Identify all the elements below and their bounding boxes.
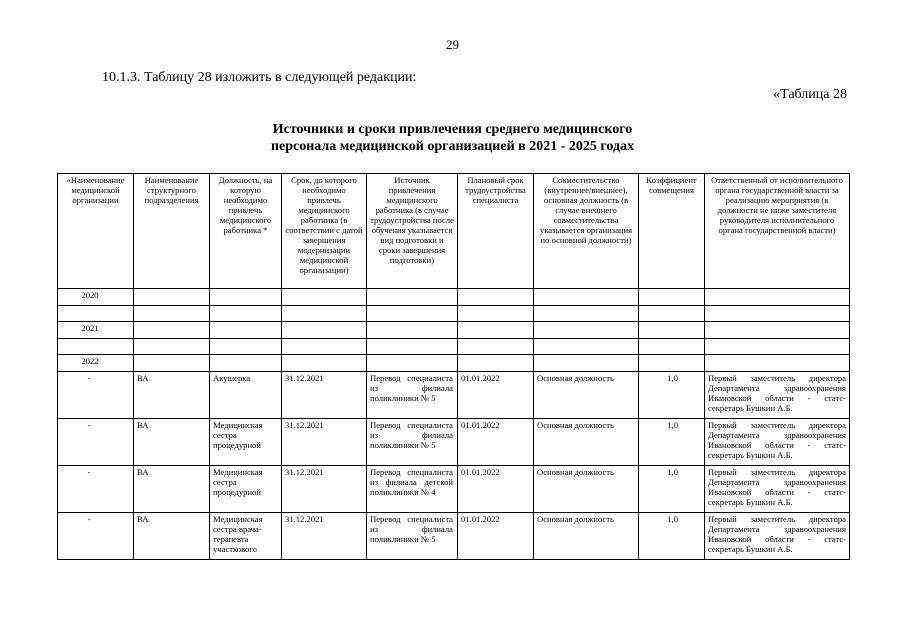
year-cell: 2020 <box>58 289 134 306</box>
source-cell: Перевод специалиста из филиала детской поликлиники № 4 <box>367 466 458 513</box>
sources-table <box>57 173 850 560</box>
position-cell: Медицинская сестра процедурной <box>210 419 282 466</box>
combination-cell: Основная должность <box>534 372 639 419</box>
header-cell: Плановый срок трудоустройства специалиста <box>458 174 534 289</box>
header-cell: «Наименование медицинской организации <box>58 174 134 289</box>
source-cell: Перевод специалиста из филиала поликлиники № 5 <box>367 419 458 466</box>
table-title-line-1: Источники и сроки привлечения среднего медицинского <box>272 122 633 137</box>
position-cell: Медицинская сестра процедурной <box>210 466 282 513</box>
table-row <box>58 419 850 466</box>
page-number: 29 <box>446 37 459 52</box>
planned-date-cell: 01.01.2022 <box>458 513 534 560</box>
unit-cell: ВА <box>134 419 210 466</box>
table-row <box>58 372 850 419</box>
table-caption: «Таблица 28 <box>773 87 847 102</box>
coefficient-cell: 1,0 <box>639 466 705 513</box>
coefficient-cell: 1,0 <box>639 372 705 419</box>
org-cell: - <box>58 419 134 466</box>
planned-date-cell: 01.01.2022 <box>458 466 534 513</box>
planned-date-cell: 01.01.2022 <box>458 372 534 419</box>
table-row <box>58 513 850 560</box>
coefficient-cell: 1,0 <box>639 513 705 560</box>
header-cell: Наименование структурного подразделения <box>134 174 210 289</box>
table-header-row <box>58 174 850 289</box>
org-cell: - <box>58 466 134 513</box>
header-cell: Источник привлечения медицинского работника (в случае трудоустройства после обучения указывается вид подготовки и сроки завершения подготовки) <box>367 174 458 289</box>
responsible-cell: Первый заместитель директора Департамента здравоохранения Ивановской области - статс-секретарь Бушкин А.Б. <box>705 419 850 466</box>
position-cell: Медицинская сестра врача-терапевта участкового <box>210 513 282 560</box>
blank-row <box>58 306 850 322</box>
responsible-cell: Первый заместитель директора Департамента здравоохранения Ивановской области - статс-секретарь Бушкин А.Б. <box>705 513 850 560</box>
combination-cell: Основная должность <box>534 419 639 466</box>
org-cell: - <box>58 513 134 560</box>
combination-cell: Основная должность <box>534 513 639 560</box>
source-cell: Перевод специалиста из филиала поликлиники № 5 <box>367 372 458 419</box>
unit-cell: ВА <box>134 513 210 560</box>
table-row <box>58 466 850 513</box>
year-row <box>58 289 850 306</box>
deadline-cell: 31.12.2021 <box>282 513 367 560</box>
deadline-cell: 31.12.2021 <box>282 466 367 513</box>
year-row <box>58 355 850 372</box>
unit-cell: ВА <box>134 466 210 513</box>
header-cell: Срок, до которого необходимо привлечь медицинского работника (в соответствии с датой завершения модернизации медицинской организации) <box>282 174 367 289</box>
unit-cell: ВА <box>134 372 210 419</box>
coefficient-cell: 1,0 <box>639 419 705 466</box>
org-cell: - <box>58 372 134 419</box>
header-cell: Ответственный от исполнительного органа государственной власти за реализацию мероприятия (в должности не ниже заместителя руководителя исполнительного органа государственной власти) <box>705 174 850 289</box>
year-cell: 2021 <box>58 322 134 339</box>
deadline-cell: 31.12.2021 <box>282 372 367 419</box>
responsible-cell: Первый заместитель директора Департамента здравоохранения Ивановской области - статс-секретарь Бушкин А.Б. <box>705 372 850 419</box>
responsible-cell: Первый заместитель директора Департамента здравоохранения Ивановской области - статс-секретарь Бушкин А.Б. <box>705 466 850 513</box>
blank-row <box>58 339 850 355</box>
year-cell: 2022 <box>58 355 134 372</box>
year-row <box>58 322 850 339</box>
deadline-cell: 31.12.2021 <box>282 419 367 466</box>
combination-cell: Основная должность <box>534 466 639 513</box>
position-cell: Акушерка <box>210 372 282 419</box>
table-title <box>0 121 905 155</box>
header-cell: Совместительство (внутреннее/внешнее), основная должность (в случае внешнего совместительства указывается организация по основной должности) <box>534 174 639 289</box>
instruction-text: 10.1.3. Таблицу 28 изложить в следующей редакции: <box>102 70 417 85</box>
planned-date-cell: 01.01.2022 <box>458 419 534 466</box>
table-title-line-2: персонала медицинской организацией в 2021 - 2025 годах <box>270 139 635 154</box>
header-cell: Коэффициент совмещения <box>639 174 705 289</box>
header-cell: Должность, на которую необходимо привлечь медицинского работника * <box>210 174 282 289</box>
source-cell: Перевод специалиста из филиала поликлиники № 5 <box>367 513 458 560</box>
